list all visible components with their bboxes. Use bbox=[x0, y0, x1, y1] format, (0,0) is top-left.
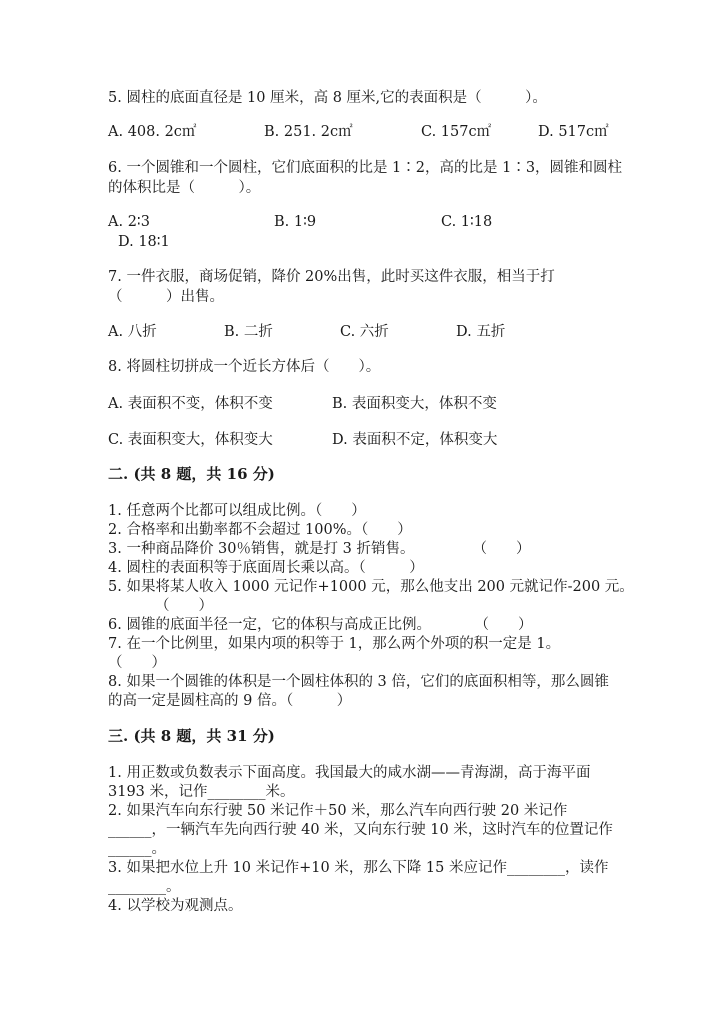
q6-stem-line1: 6. 一个圆锥和一个圆柱，它们底面积的比是 1∶2，高的比是 1∶3，圆锥和圆柱 bbox=[108, 160, 623, 176]
s3-line-5: ______。 bbox=[108, 841, 166, 857]
q6-option-b: B. 1∶9 bbox=[274, 214, 317, 230]
q7-stem-line2: （ ）出售。 bbox=[108, 289, 224, 305]
q5-stem: 5. 圆柱的底面直径是 10 厘米，高 8 厘米,它的表面积是（ ）。 bbox=[108, 90, 547, 106]
s3-line-8: 4. 以学校为观测点。 bbox=[108, 898, 243, 914]
q8-option-b: B. 表面积变大，体积不变 bbox=[332, 396, 497, 412]
s3-line-1: 1. 用正数或负数表示下面高度。我国最大的咸水湖——青海湖，高于海平面 bbox=[108, 765, 591, 781]
q6-stem-line2: 的体积比是（ ）。 bbox=[108, 180, 261, 196]
s3-line-3: 2. 如果汽车向东行驶 50 米记作＋50 米，那么汽车向西行驶 20 米记作 bbox=[108, 803, 568, 819]
s2-line-6: 6. 圆锥的底面半径一定，它的体积与高成正比例。 （ ） bbox=[108, 617, 533, 633]
q6-option-c: C. 1∶18 bbox=[441, 214, 493, 230]
s2-line-5: 5. 如果将某人收入 1000 元记作+1000 元，那么他支出 200 元就记作-200 元。 bbox=[108, 579, 634, 595]
s2-line-5-blank: （ ） bbox=[155, 598, 213, 614]
q7-option-d: D. 五折 bbox=[456, 324, 506, 340]
q5-option-d: D. 517c㎡ bbox=[538, 124, 609, 140]
q8-option-c: C. 表面积变大，体积变大 bbox=[108, 432, 273, 448]
q7-option-c: C. 六折 bbox=[340, 324, 389, 340]
q7-option-b: B. 二折 bbox=[224, 324, 273, 340]
q5-option-c: C. 157c㎡ bbox=[421, 124, 492, 140]
q7-option-a: A. 八折 bbox=[108, 324, 157, 340]
section2-heading: 二. (共 8 题，共 16 分) bbox=[108, 465, 275, 483]
s2-line-7-blank: （ ） bbox=[108, 655, 166, 671]
q8-option-a: A. 表面积不变，体积不变 bbox=[108, 396, 273, 412]
q6-option-a: A. 2∶3 bbox=[108, 214, 150, 230]
s3-line-4: ______，一辆汽车先向西行驶 40 米，又向东行驶 10 米，这时汽车的位置记作 bbox=[108, 822, 613, 838]
q8-option-d: D. 表面积不定，体积变大 bbox=[332, 432, 498, 448]
s3-line-2: 3193 米，记作________米。 bbox=[108, 784, 295, 800]
s2-line-7: 7. 在一个比例里，如果内项的积等于 1，那么两个外项的积一定是 1。 bbox=[108, 636, 561, 652]
s2-line-4: 4. 圆柱的表面积等于底面周长乘以高。（ ） bbox=[108, 560, 424, 576]
s2-line-8: 8. 如果一个圆锥的体积是一个圆柱体积的 3 倍，它们的底面积相等，那么圆锥 bbox=[108, 674, 609, 690]
s2-line-3: 3. 一种商品降价 30％销售，就是打 3 折销售。 （ ） bbox=[108, 541, 531, 557]
q6-option-d: D. 18∶1 bbox=[118, 234, 170, 250]
q5-option-b: B. 251. 2c㎡ bbox=[264, 124, 353, 140]
section3-heading: 三. (共 8 题，共 31 分) bbox=[108, 727, 275, 745]
s2-line-8-cont: 的高一定是圆柱高的 9 倍。（ ） bbox=[108, 693, 352, 709]
q5-option-a: A. 408. 2c㎡ bbox=[108, 124, 197, 140]
q8-stem: 8. 将圆柱切拼成一个近长方体后（ ）。 bbox=[108, 359, 381, 375]
s3-line-6: 3. 如果把水位上升 10 米记作+10 米，那么下降 15 米应记作________，读作 bbox=[108, 860, 609, 876]
q7-stem-line1: 7. 一件衣服，商场促销，降价 20%出售，此时买这件衣服，相当于打 bbox=[108, 269, 555, 285]
s2-line-2: 2. 合格率和出勤率都不会超过 100%。（ ） bbox=[108, 522, 412, 538]
s2-line-1: 1. 任意两个比都可以组成比例。（ ） bbox=[108, 503, 366, 519]
s3-line-7: ________。 bbox=[108, 879, 181, 895]
